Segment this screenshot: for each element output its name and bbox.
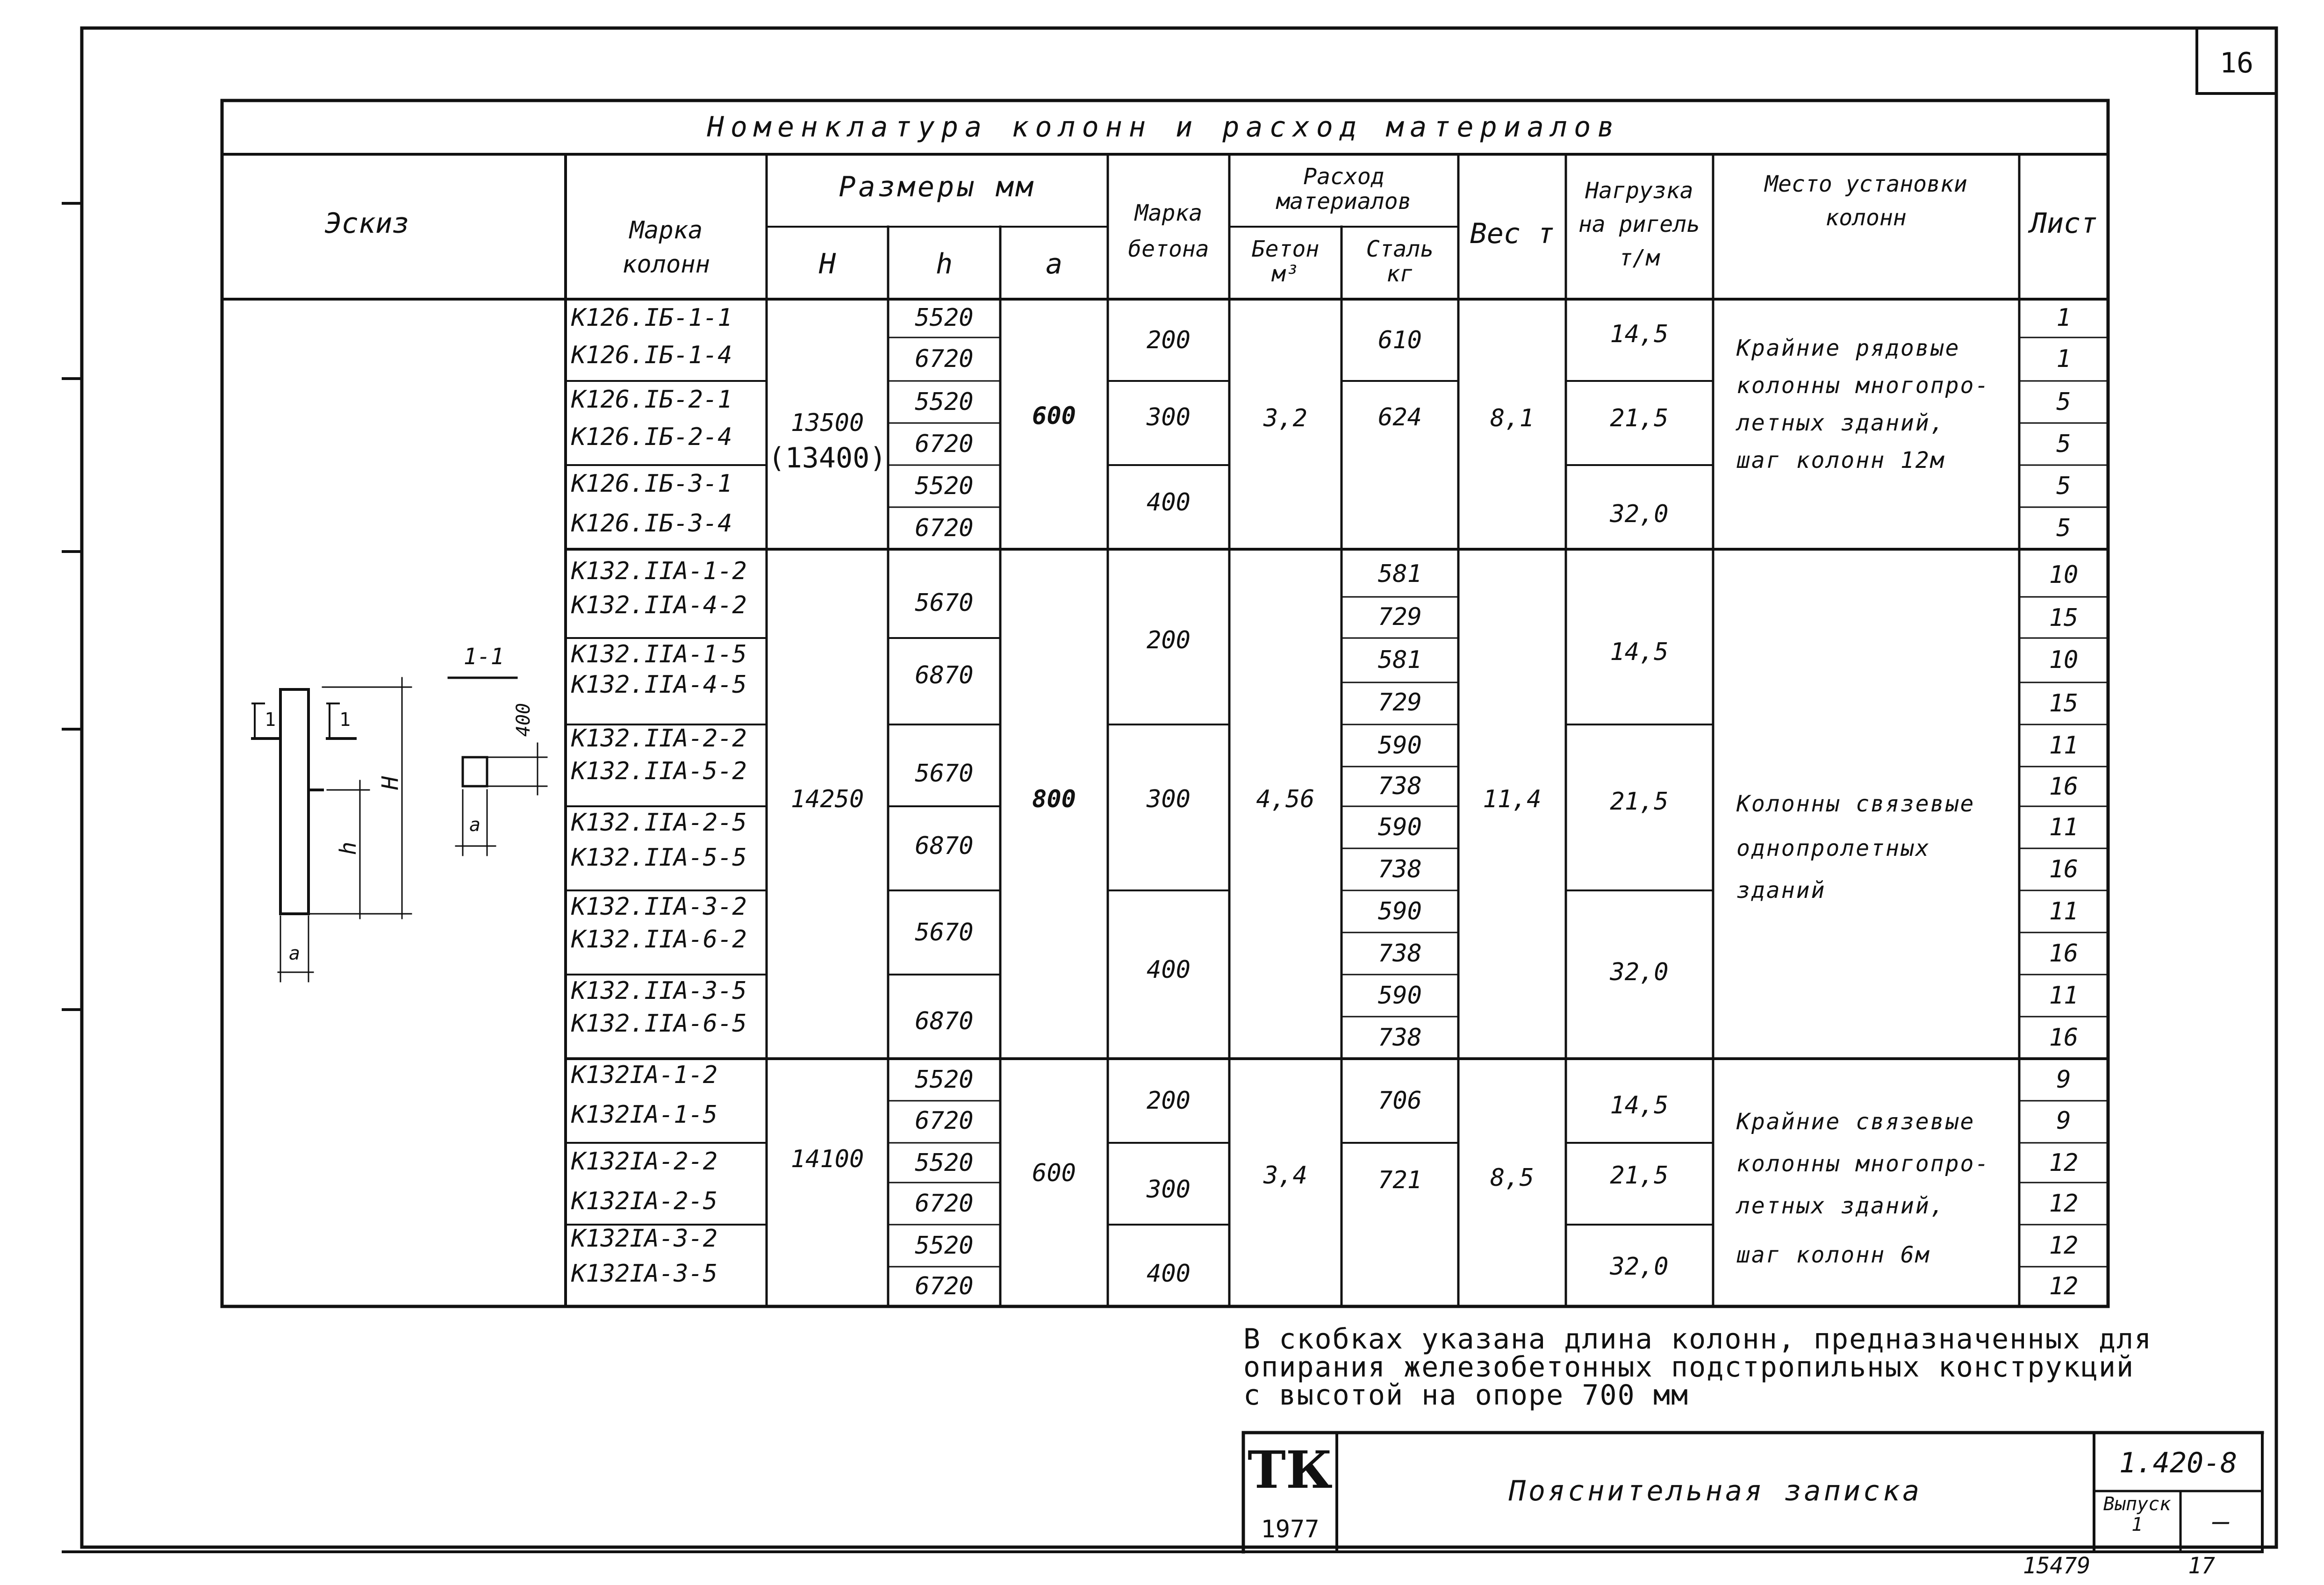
concrete-grade: 400: [1147, 1260, 1191, 1288]
location-text: Крайние рядовые: [1736, 335, 1960, 361]
sheet-count: 17: [2188, 1553, 2215, 1579]
footnote-line: опирания железобетонных подстропильных конструкций: [1243, 1351, 2135, 1384]
concrete-grade: 200: [1147, 1087, 1191, 1115]
concrete-grade: 300: [1147, 785, 1191, 813]
beam-load: 14,5: [1610, 1091, 1669, 1119]
weight-t: 8,1: [1490, 404, 1534, 432]
location-text: Крайние связевые: [1736, 1109, 1975, 1135]
steel-kg: 721: [1378, 1166, 1422, 1194]
steel-kg: 610: [1378, 326, 1422, 354]
sheet-number: 16: [2049, 1024, 2079, 1052]
height-h: 5520: [915, 472, 974, 500]
header-mark: Марка колонн: [622, 216, 710, 279]
issue-label: Выпуск: [2103, 1493, 2171, 1515]
location-text: однопролетных: [1736, 835, 1930, 861]
column-mark: К126.IБ-3-1: [571, 470, 732, 498]
sheet-number: 9: [2056, 1066, 2071, 1094]
steel-kg: 738: [1378, 940, 1422, 968]
issue-dash: –: [2212, 1505, 2230, 1538]
location-text: Колонны связевые: [1736, 791, 1975, 817]
logo-tk: ТК: [1248, 1440, 1333, 1500]
column-mark: К126.IБ-1-4: [571, 341, 732, 369]
sheet-number: 5: [2056, 430, 2071, 458]
header-sheet: Лист: [2030, 207, 2098, 240]
weight-t: 8,5: [1490, 1164, 1534, 1192]
sheet-number: 16: [2049, 855, 2079, 883]
location-text: зданий: [1736, 877, 1826, 904]
column-mark: К132.IIА-5-5: [571, 844, 747, 872]
height-h: 6720: [915, 1272, 974, 1300]
column-mark: К126.IБ-3-4: [571, 509, 732, 538]
header-a: a: [1045, 248, 1063, 280]
height-h: 6720: [915, 1190, 974, 1218]
header-load: Нагрузка на ригель т/м: [1578, 178, 1700, 271]
size-a: 800: [1032, 785, 1076, 813]
column-mark: К132.IIА-2-2: [571, 724, 747, 753]
column-mark: К132.IIА-3-5: [571, 977, 747, 1005]
sheet-number: 11: [2049, 813, 2079, 841]
location-text: колонны многопро-: [1736, 373, 1990, 399]
steel-kg: 590: [1378, 732, 1422, 760]
height-h: 5520: [915, 388, 974, 416]
location-text: шаг колонн 6м: [1736, 1242, 1930, 1268]
column-mark: К132IА-1-5: [571, 1101, 718, 1129]
header-h: h: [935, 248, 953, 280]
column-mark: К132IА-2-2: [571, 1148, 718, 1176]
header-steel: Сталь кг: [1366, 236, 1434, 287]
concrete-grade: 400: [1147, 956, 1191, 984]
header-weight: Вес т: [1470, 217, 1555, 250]
column-mark: К132.IIА-2-5: [571, 809, 747, 837]
dimension-H: Н: [377, 776, 403, 790]
location-text: шаг колонн 12м: [1736, 447, 1945, 473]
dimension-h: h: [335, 841, 361, 855]
section-label: 1-1: [463, 644, 504, 670]
column-mark: К132IА-3-5: [571, 1260, 718, 1288]
column-mark: К132IА-1-2: [571, 1061, 718, 1089]
concrete-grade: 300: [1147, 403, 1191, 431]
height-h: 6870: [915, 661, 974, 689]
header-sketch: Эскиз: [324, 207, 409, 240]
sheet-number: 11: [2049, 982, 2079, 1010]
beam-load: 32,0: [1610, 500, 1669, 528]
series-code: 1.420-8: [2119, 1447, 2238, 1479]
sheet-number: 9: [2056, 1107, 2071, 1135]
concrete-volume: 3,4: [1263, 1162, 1307, 1190]
steel-kg: 590: [1378, 813, 1422, 841]
concrete-grade: 200: [1147, 326, 1191, 354]
sheet-number: 1: [2056, 345, 2071, 373]
concrete-volume: 4,56: [1256, 785, 1315, 813]
sheet-number: 5: [2056, 388, 2071, 416]
column-mark: К132IА-3-2: [571, 1225, 718, 1253]
size-a: 600: [1032, 1159, 1076, 1187]
cut-mark-label: 1: [264, 709, 276, 731]
steel-kg: 590: [1378, 897, 1422, 925]
beam-load: 21,5: [1610, 1162, 1669, 1190]
issue-number: 1: [2131, 1514, 2143, 1535]
sheet-number: 15: [2049, 689, 2079, 717]
location-text: летных зданий,: [1736, 410, 1945, 436]
sheet-number: 12: [2049, 1232, 2079, 1260]
column-mark: К126.IБ-2-1: [571, 386, 732, 414]
steel-kg: 738: [1378, 772, 1422, 800]
steel-kg: 729: [1378, 603, 1422, 631]
height-h: 6720: [915, 1107, 974, 1135]
column-mark: К132.IIА-4-5: [571, 671, 747, 699]
height-h: 5520: [915, 1149, 974, 1177]
beam-load: 21,5: [1610, 404, 1669, 432]
sheet-number: 12: [2049, 1149, 2079, 1177]
height-h: 6870: [915, 1007, 974, 1035]
steel-kg: 738: [1378, 1024, 1422, 1052]
steel-kg: 581: [1378, 560, 1422, 588]
header-H: Н: [818, 248, 836, 280]
beam-load: 21,5: [1610, 788, 1669, 816]
page-number: 16: [2219, 47, 2254, 79]
header-concrete: Бетон м³: [1251, 236, 1320, 287]
steel-kg: 729: [1378, 689, 1422, 717]
column-mark: К132.IIА-1-2: [571, 557, 747, 585]
concrete-grade: 400: [1147, 488, 1191, 516]
height-h: 5670: [915, 589, 974, 617]
concrete-grade: 300: [1147, 1176, 1191, 1204]
column-mark: К126.IБ-2-4: [571, 423, 732, 451]
beam-load: 32,0: [1610, 958, 1669, 986]
header-concrete-grade: Марка бетона: [1128, 200, 1209, 262]
header-sizes: Размеры мм: [839, 171, 1036, 203]
dimension-a: a: [288, 943, 301, 964]
height-h: 5520: [915, 1232, 974, 1260]
sheet-number: 10: [2049, 561, 2079, 589]
sheet-number: 10: [2049, 646, 2079, 674]
location-text: колонны многопро-: [1736, 1151, 1990, 1177]
sheet-number: 12: [2049, 1190, 2079, 1218]
sheet-number: 5: [2056, 472, 2071, 500]
title-year: 1977: [1261, 1515, 1320, 1543]
height-h: 6720: [915, 345, 974, 373]
sheet-number: 16: [2049, 773, 2079, 801]
sheet-number: 5: [2056, 514, 2071, 542]
sheet-number: 1: [2056, 304, 2071, 332]
column-mark: К132.IIА-4-2: [571, 591, 747, 619]
sheet-number: 11: [2049, 732, 2079, 760]
height-H: 14100: [790, 1145, 864, 1173]
column-mark: К132.IIА-6-5: [571, 1010, 747, 1038]
height-h: 5520: [915, 1066, 974, 1094]
cut-mark-label: 1: [339, 709, 351, 731]
concrete-grade: 200: [1147, 626, 1191, 654]
header-location: Место установки колонн: [1765, 171, 1967, 231]
dimension-a: a: [469, 814, 481, 836]
footnote-line: В скобках указана длина колонн, предназначенных для: [1243, 1323, 2152, 1355]
column-mark: К132.IIА-1-5: [571, 640, 747, 668]
steel-kg: 581: [1378, 646, 1422, 674]
concrete-volume: 3,2: [1263, 404, 1307, 432]
height-H: 14250: [790, 785, 864, 813]
beam-load: 14,5: [1610, 320, 1669, 348]
beam-load: 14,5: [1610, 638, 1669, 666]
sheet-number: 15: [2049, 604, 2079, 632]
weight-t: 11,4: [1483, 785, 1542, 813]
height-h: 5520: [915, 304, 974, 332]
header-consumption: Расход материалов: [1276, 164, 1412, 215]
doc-title: Пояснительная записка: [1508, 1475, 1922, 1507]
steel-kg: 706: [1378, 1087, 1422, 1115]
sheet-number: 11: [2049, 897, 2079, 925]
height-h: 5670: [915, 760, 974, 788]
location-text: летных зданий,: [1736, 1193, 1945, 1219]
steel-kg: 590: [1378, 982, 1422, 1010]
height-h: 6720: [915, 430, 974, 458]
column-mark: К132IА-2-5: [571, 1187, 718, 1215]
archive-number: 15479: [2023, 1553, 2091, 1579]
column-mark: К126.IБ-1-1: [571, 304, 732, 332]
height-H-note: (13400): [768, 442, 887, 474]
height-h: 6720: [915, 514, 974, 542]
height-h: 6870: [915, 832, 974, 860]
beam-load: 32,0: [1610, 1253, 1669, 1281]
footnote-line: с высотой на опоре 700 мм: [1243, 1379, 1689, 1412]
sheet-number: 12: [2049, 1272, 2079, 1300]
column-mark: К132.IIА-5-2: [571, 757, 747, 785]
table-title: Номенклатура колонн и расход материалов: [707, 111, 1621, 143]
steel-kg: 738: [1378, 855, 1422, 883]
dimension-400: 400: [513, 703, 534, 737]
size-a: 600: [1032, 402, 1076, 430]
column-mark: К132.IIА-3-2: [571, 893, 747, 921]
height-h: 5670: [915, 918, 974, 947]
height-H: 13500: [790, 409, 864, 437]
sheet-number: 16: [2049, 940, 2079, 968]
steel-kg: 624: [1378, 403, 1422, 431]
column-mark: К132.IIА-6-2: [571, 925, 747, 954]
